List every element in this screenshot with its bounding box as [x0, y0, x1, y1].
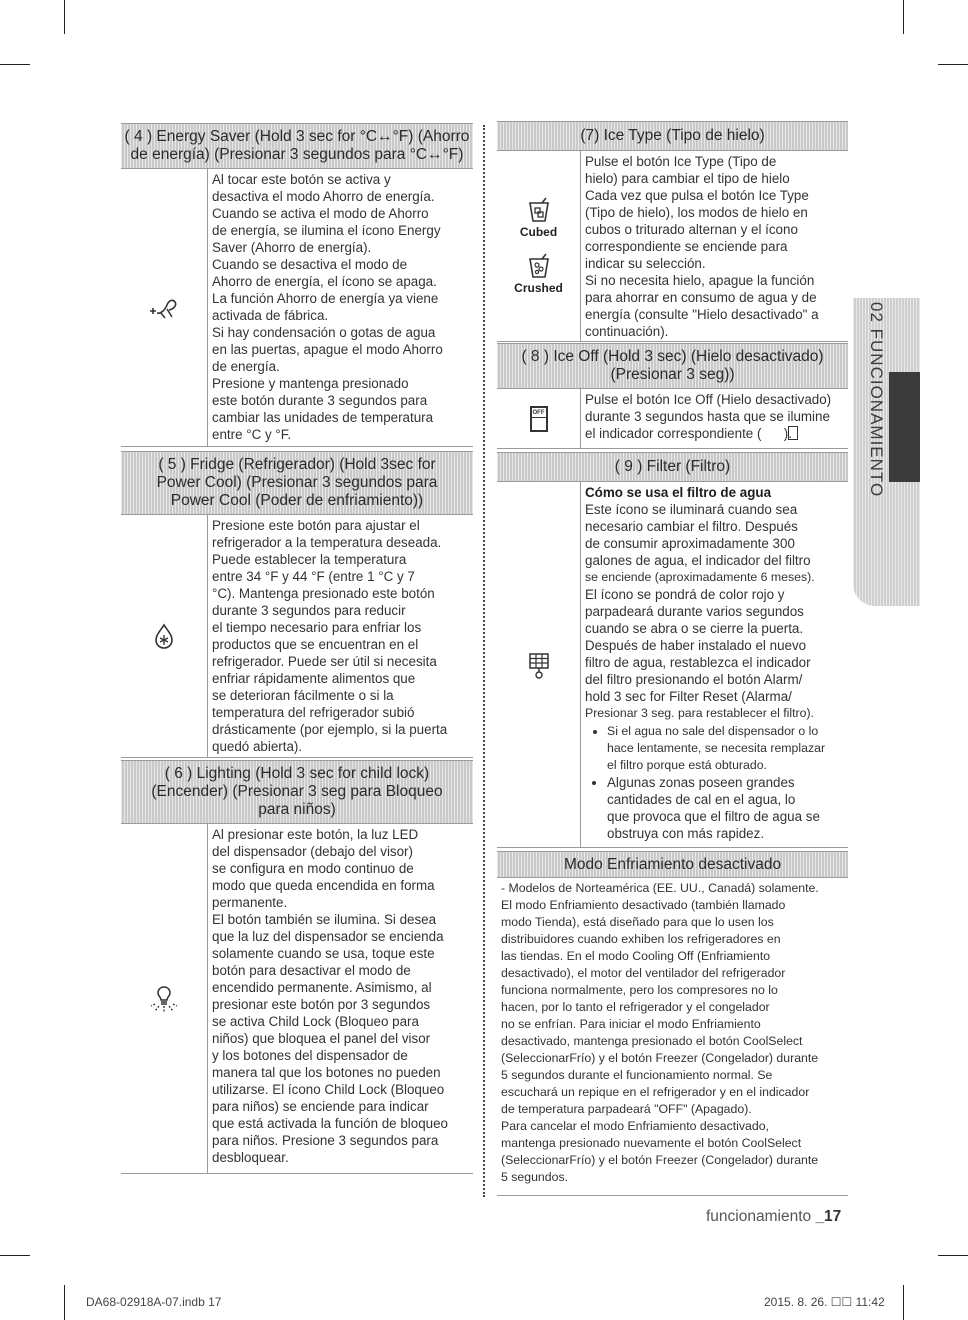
ice-type-icon-cell [497, 151, 580, 341]
ice-off-text: Pulse el botón Ice Off (Hielo desactivado) durante 3 segundos hasta que se ilumine el indicador correspondiente ( ). [580, 389, 848, 448]
crop-mark [0, 64, 30, 65]
page-footer [706, 1208, 841, 1226]
fridge-header: ( 5 ) Fridge (Refrigerador) (Hold 3sec for Power Cool) (Presionar 3 segundos para Power Cool (Poder de enfriamiento)) [121, 451, 473, 515]
filter-header: ( 9 ) Filter (Filtro) [497, 452, 848, 482]
crop-mark [64, 0, 65, 34]
filter-row [497, 482, 848, 848]
ice-off-inline-icon [788, 426, 798, 440]
list-item: • Algunas zonas poseen grandes cantidades de cal en el agua, lo que provoca que el filtro de agua se obstruya con más rapidez. [607, 774, 842, 842]
filter-text: Cómo se usa el filtro de agua Este ícono se iluminará cuando sea necesario cambiar el filtro. Después de consumir aproximadamente 300 galones de agua, el indicador del filtro se enciende (aproximadamente 6 meses). El ícono se pondrá de color rojo y parpadeará durante varios segundos cuando se abra o se cierre la puerta. Después de haber instalado el nuevo filtro de agua, restablezca el indicador del filtro presionando el botón Alarm/ hold 3 sec for Filter Reset (Alarma/ Presionar 3 seg. para restablecer el filtro). • Si el agua no sale del dispensador o lo hace lentamente, se necesita remplazar el filtro porque está obturado. • Algunas zonas poseen grandes cantidades de cal en el agua, lo que provoca que el filtro de agua se obstruya con más rapidez. [580, 482, 848, 847]
ice-off-header: ( 8 ) Ice Off (Hold 3 sec) (Hielo desactivado) (Presionar 3 seg)) [497, 343, 848, 389]
ice-type-header: (7) Ice Type (Tipo de hielo) [497, 121, 848, 151]
lighting-text: Al presionar este botón, la luz LED del dispensador (debajo del visor) se configura en modo continuo de modo que queda encendida en forma permanente. El botón también se ilumina. Si desea que la luz del dispensador se encienda solamente cuando se usa, toque este botón para desactivar el modo de encendido permanente. Asimismo, al presionar este botón por 3 segundos se activa Child Lock (Bloqueo para niños) que bloquea el panel del visor y los botones del dispensador de manera tal que los botones no pueden utilizarse. El ícono Child Lock (Bloqueo para niños) se enciende para indicar que está activada la función de bloqueo para niños. Presione 3 segundos para desbloquear. [207, 824, 473, 1173]
file-slug: DA68-02918A-07.indb 17 [86, 1295, 222, 1309]
energy-saver-header: ( 4 ) Energy Saver (Hold 3 sec for °C↔°F) (Ahorro de energía) (Presionar 3 segundos para °C↔°F) [121, 123, 473, 169]
filter-icon [527, 651, 551, 679]
cubed-ice-icon [527, 197, 551, 223]
footer-section: funcionamiento [706, 1208, 816, 1225]
filter-icon-cell [497, 482, 580, 847]
page-number: _17 [815, 1208, 842, 1225]
side-tab-marker [889, 372, 920, 482]
crop-mark [903, 1285, 904, 1320]
filter-bullets [585, 723, 842, 842]
ice-off-icon: OFF [530, 406, 548, 432]
lighting-row [121, 824, 473, 1174]
energy-saver-text: Al tocar este botón se activa y desactiva el modo Ahorro de energía. Cuando se activa el modo de Ahorro de energía, se ilumina el ícono Energy Saver (Ahorro de energía). Cuando se desactiva el modo de Ahorro de energía, el ícono se apaga. La función Ahorro de energía ya viene activada de fábrica. Si hay condensación o gotas de agua en las puertas, apague el modo Ahorro de energía. Presione y mantenga presionado este botón durante 3 segundos para cambiar las unidades de temperatura entre °C y °F. [207, 169, 473, 446]
crushed-ice-icon [527, 253, 551, 279]
lighting-icon-cell [121, 824, 207, 1173]
crop-mark [903, 0, 904, 34]
cubed-label: Cubed [519, 225, 558, 239]
cooling-off-body: - Modelos de Norteamérica (EE. UU., Canadá) solamente. El modo Enfriamiento desactivado (también llamado modo Tienda), está diseñado para que lo usen los distribuidores cuando exhiben los refrigeradores en las tiendas. En el modo Cooling Off (Enfriamiento desactivado), el motor del ventilador del refrigerador funciona normalmente, pero los compresores no lo hacen, por lo tanto el refrigerador y el congelador no se enfrían. Para iniciar el modo Enfriamiento desactivado, mantenga presionado el botón CoolSelect (SeleccionarFrío) y el botón Freezer (Congelador) durante 5 segundos durante el funcionamiento normal. Se escuchará un repique en el refrigerador y en el indicador de temperatura parpadeará "OFF" (Apagado). Para cancelar el modo Enfriamiento desactivado, mantenga presionado nuevamente el botón CoolSelect (SeleccionarFrío) y el botón Freezer (Congelador) durante 5 segundos. [497, 878, 848, 1196]
crop-mark [0, 1255, 30, 1256]
filter-title: Cómo se usa el filtro de agua [585, 485, 772, 500]
ice-off-icon-cell [497, 389, 580, 448]
power-cool-icon [153, 623, 175, 649]
ice-type-row [497, 151, 848, 342]
list-item: • Si el agua no sale del dispensador o lo hace lentamente, se necesita remplazar el filtro porque está obturado. [607, 723, 842, 774]
fridge-icon-cell [121, 515, 207, 757]
lighting-header: ( 6 ) Lighting (Hold 3 sec for child lock) (Encender) (Presionar 3 seg para Bloqueo para niños) [121, 760, 473, 824]
crop-mark [938, 64, 968, 65]
cooling-off-header: Modo Enfriamiento desactivado [497, 851, 848, 878]
crushed-label: Crushed [514, 281, 563, 295]
ice-type-text: Pulse el botón Ice Type (Tipo de hielo) para cambiar el tipo de hielo Cada vez que pulsa el botón Ice Type (Tipo de hielo), los modos de hielo en cubos o triturado alternan y el ícono correspondiente se enciende para indicar su selección. Si no necesita hielo, apague la función para ahorrar en consumo de agua y de energía (consulte "Hielo desactivado" a continuación). [580, 151, 848, 341]
lighting-icon [150, 984, 178, 1014]
column-divider [483, 125, 485, 1197]
energy-saver-icon [147, 296, 181, 320]
print-date: 2015. 8. 26. ☐☐ 11:42 [764, 1295, 885, 1309]
side-tab-label: 02 FUNCIONAMIENTO [867, 302, 886, 498]
crop-mark [64, 1285, 65, 1320]
fridge-row [121, 515, 473, 758]
ice-off-row [497, 389, 848, 449]
energy-saver-row [121, 169, 473, 447]
crop-mark [938, 1255, 968, 1256]
energy-saver-icon-cell [121, 169, 207, 446]
fridge-text: Presione este botón para ajustar el refrigerador a la temperatura deseada. Puede establecer la temperatura entre 34 °F y 44 °F (entre 1 °C y 7 °C). Mantenga presionado este botón durante 3 segundos para reducir el tiempo necesario para enfriar los productos que se encuentran en el refrigerador. Puede ser útil si necesita enfriar rápidamente alimentos que se deterioran fácilmente o si la temperatura del refrigerador subió drásticamente (por ejemplo, si la puerta quedó abierta). [207, 515, 473, 757]
